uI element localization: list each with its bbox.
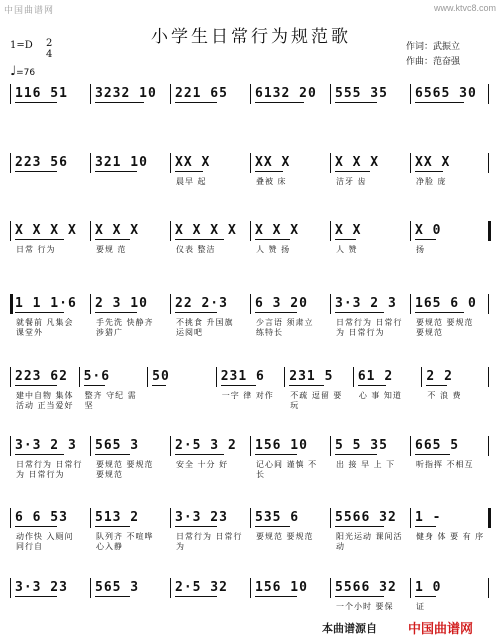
notes-row	[0, 155, 502, 171]
beam-line	[426, 385, 447, 386]
measure: 6565 30	[415, 86, 477, 101]
beam-line	[95, 454, 130, 455]
lyric-cell: 安全 十分 好	[176, 460, 229, 469]
barline	[250, 436, 251, 456]
lyric-cell: 要规范 要规范 要规范	[416, 318, 474, 337]
lyric-cell: 动作快 入厕问 同行自	[16, 532, 74, 551]
notes-row	[0, 369, 502, 385]
barline	[170, 221, 171, 241]
notes-row	[0, 438, 502, 454]
barline	[330, 221, 331, 241]
lyric-cell: 日常行为 日常行为	[176, 532, 243, 551]
beam-line	[415, 312, 464, 313]
lyric-cell: 心 事 知道	[358, 391, 402, 400]
lyric-cell: 不 浪 费	[427, 391, 462, 400]
measure: 5·6	[83, 369, 111, 384]
beam-line	[255, 454, 297, 455]
measure: 3·3 2 3	[335, 296, 397, 311]
measure: 5 5 35	[335, 438, 388, 453]
beam-line	[15, 385, 57, 386]
beam-line	[95, 312, 137, 313]
lyric-cell: 就餐前 凡集会 课堂外	[16, 318, 74, 337]
measure: 116 51	[15, 86, 68, 101]
barline	[284, 367, 285, 387]
barline	[10, 578, 11, 598]
lyric-cell: 建中自物 集体活动 正当爱好	[16, 391, 74, 410]
beam-line	[255, 171, 283, 172]
beam-line	[175, 239, 224, 240]
measure: 165 6 0	[415, 296, 477, 311]
beam-line	[415, 596, 436, 597]
barline	[147, 367, 148, 387]
barline	[410, 578, 411, 598]
beam-line	[335, 454, 377, 455]
lyric-cell: 记心间 谨慎 不长	[256, 460, 318, 479]
measure: 6132 20	[255, 86, 317, 101]
lyric-cell: 要规范 要规范	[256, 532, 314, 541]
lyric-cell: 出 接 早 上 下	[336, 460, 396, 469]
barline	[488, 153, 489, 173]
beam-line	[95, 526, 130, 527]
lyric-cell: 听指挥 不相互	[416, 460, 474, 469]
barline	[330, 436, 331, 456]
measure: XX X	[255, 155, 291, 170]
beam-line	[358, 385, 386, 386]
measure: 2 3 10	[95, 296, 148, 311]
measure: 513 2	[95, 510, 140, 525]
beam-line	[335, 239, 356, 240]
beam-line	[289, 385, 324, 386]
beam-line	[255, 596, 297, 597]
beam-line	[255, 312, 297, 313]
barline	[10, 84, 11, 104]
measure: 223 56	[15, 155, 68, 170]
barline	[10, 153, 11, 173]
measure: 6 3 20	[255, 296, 308, 311]
measure: X X X X	[175, 223, 237, 238]
measure: 156 10	[255, 580, 308, 595]
measure: 22 2·3	[175, 296, 228, 311]
measure: 3·3 23	[15, 580, 68, 595]
credits	[406, 40, 460, 70]
measure: 2 2	[426, 369, 453, 384]
time-numerator: 2	[46, 38, 53, 49]
measure: 6 6 53	[15, 510, 68, 525]
barline	[250, 221, 251, 241]
barline	[410, 153, 411, 173]
barline	[353, 367, 354, 387]
barline	[170, 153, 171, 173]
footer-site: 中国曲谱网	[408, 622, 474, 637]
barline	[250, 153, 251, 173]
beam-line	[255, 526, 290, 527]
barline	[90, 153, 91, 173]
barline	[10, 367, 11, 387]
beam-line	[175, 102, 217, 103]
barline	[330, 294, 331, 314]
measure: 3·3 23	[175, 510, 228, 525]
barline	[250, 294, 251, 314]
barline	[421, 367, 422, 387]
notes-row	[0, 510, 502, 526]
beam-line	[255, 239, 290, 240]
barline	[250, 578, 251, 598]
barline	[170, 578, 171, 598]
beam-line	[95, 171, 137, 172]
barline	[90, 508, 91, 528]
lyric-cell: 晨早 起	[176, 177, 207, 186]
watermark-left: 中国曲谱网	[4, 5, 55, 15]
barline	[410, 436, 411, 456]
barline	[488, 436, 489, 456]
song-title: 小学生日常行为规范歌	[151, 27, 351, 47]
measure: XX X	[415, 155, 451, 170]
lyric-cell: 手先洗 快静齐 涉猎广	[96, 318, 154, 337]
barline	[488, 578, 489, 598]
beam-line	[335, 596, 384, 597]
barline	[170, 84, 171, 104]
beam-line	[15, 526, 57, 527]
beam-line	[335, 312, 384, 313]
beam-line	[175, 312, 217, 313]
barline	[170, 508, 171, 528]
lyric-cell: 要规范 要规范 要规范	[96, 460, 154, 479]
barline	[410, 221, 411, 241]
measure: 231 6	[220, 369, 265, 384]
barline	[410, 84, 411, 104]
lyric-cell: 队列齐 不喧哗 心入静	[96, 532, 154, 551]
barline	[410, 294, 411, 314]
measure: X 0	[415, 223, 442, 238]
beam-line	[175, 596, 217, 597]
measure: 2·5 3 2	[175, 438, 237, 453]
composer: 作曲：范奋强	[406, 57, 461, 67]
beam-line	[255, 102, 304, 103]
lyric-cell: 叠被 床	[256, 177, 287, 186]
watermark-right: www.ktvc8.com	[433, 3, 496, 13]
barline	[488, 367, 489, 387]
measure: X X X	[95, 223, 140, 238]
barline	[90, 84, 91, 104]
measure: X X X	[335, 155, 380, 170]
lyric-cell: 不挑食 升国旗 运阅吧	[176, 318, 234, 337]
measure: 535 6	[255, 510, 300, 525]
measure: 223 62	[15, 369, 68, 384]
barline	[488, 508, 491, 528]
barline	[330, 84, 331, 104]
lyric-cell: 日常 行为	[16, 245, 56, 254]
measure: 665 5	[415, 438, 460, 453]
measure: 565 3	[95, 438, 140, 453]
beam-line	[152, 385, 166, 386]
footer-source: 本曲谱源自	[322, 622, 377, 635]
beam-line	[15, 171, 57, 172]
measure: 1 1 1·6	[15, 296, 77, 311]
measure: 321 10	[95, 155, 148, 170]
barline	[10, 436, 11, 456]
measure: 50	[152, 369, 170, 384]
measure: X X X	[255, 223, 300, 238]
beam-line	[221, 385, 256, 386]
beam-line	[175, 454, 224, 455]
notes-row	[0, 223, 502, 239]
beam-line	[84, 385, 105, 386]
lyric-cell: 人 赞	[336, 245, 358, 254]
barline	[488, 294, 489, 314]
measure: 565 3	[95, 580, 140, 595]
barline	[250, 84, 251, 104]
time-denominator: 4	[46, 49, 53, 60]
barline	[10, 221, 11, 241]
beam-line	[415, 171, 443, 172]
measure: X X X X	[15, 223, 77, 238]
lyric-cell: 日常行为 日常行为 日常行为	[16, 460, 83, 479]
lyric-cell: 扬	[416, 245, 425, 254]
measure: 1 -	[415, 510, 442, 525]
tempo-value: =76	[16, 68, 36, 78]
measure: 3232 10	[95, 86, 157, 101]
measure: X X	[335, 223, 362, 238]
beam-line	[415, 239, 436, 240]
barline	[488, 221, 491, 241]
lyric-cell: 仪表 整洁	[176, 245, 216, 254]
notes-row	[0, 86, 502, 102]
lyric-cell: 日常行为 日常行为 日常行为	[336, 318, 403, 337]
barline	[330, 578, 331, 598]
beam-line	[335, 171, 370, 172]
lyric-cell: 洁牙 齿	[336, 177, 367, 186]
barline	[410, 508, 411, 528]
beam-line	[15, 102, 57, 103]
lyric-cell: 整齐 守纪 需坚	[84, 391, 137, 410]
beam-line	[15, 312, 64, 313]
beam-line	[175, 526, 217, 527]
measure: 555 35	[335, 86, 388, 101]
key-text: 1=D	[10, 40, 33, 51]
beam-line	[415, 454, 450, 455]
measure: 61 2	[357, 369, 394, 384]
barline	[90, 436, 91, 456]
barline	[90, 221, 91, 241]
lyric-cell: 一字 律 对作	[221, 391, 274, 400]
barline	[170, 294, 171, 314]
beam-line	[175, 171, 203, 172]
barline	[90, 294, 91, 314]
lyric-cell: 不疏 逗留 要玩	[290, 391, 343, 410]
time-signature	[46, 38, 52, 60]
measure: 5566 32	[335, 510, 397, 525]
measure: 2·5 32	[175, 580, 228, 595]
measure: 5566 32	[335, 580, 397, 595]
lyricist: 作词：武振立	[406, 42, 461, 52]
beam-line	[415, 102, 464, 103]
measure: XX X	[175, 155, 211, 170]
beam-line	[15, 454, 64, 455]
barline	[90, 578, 91, 598]
barline	[79, 367, 80, 387]
key-signature	[10, 38, 53, 60]
quarter-note-icon: ♩	[10, 64, 17, 79]
beam-line	[15, 239, 64, 240]
measure: 156 10	[255, 438, 308, 453]
barline	[170, 436, 171, 456]
measure: 3·3 2 3	[15, 438, 77, 453]
barline	[250, 508, 251, 528]
tempo-mark	[10, 64, 35, 79]
lyric-cell: 健身 体 要 有 序	[416, 532, 485, 541]
notes-row	[0, 296, 502, 312]
lyric-cell: 净脸 庞	[416, 177, 447, 186]
beam-line	[95, 102, 144, 103]
beam-line	[415, 526, 436, 527]
lyric-cell: 证	[416, 602, 425, 611]
beam-line	[335, 102, 377, 103]
notes-row	[0, 580, 502, 596]
measure: 1 0	[415, 580, 442, 595]
lyric-cell: 阳光运动 课间活动	[336, 532, 403, 551]
beam-line	[95, 239, 130, 240]
lyric-cell: 一个小时 要保	[336, 602, 394, 611]
barline	[10, 294, 13, 314]
beam-line	[335, 526, 384, 527]
lyric-cell: 人 赞 扬	[256, 245, 291, 254]
barline	[216, 367, 217, 387]
measure: 221 65	[175, 86, 228, 101]
lyric-cell: 少言语 须肃立 练特长	[256, 318, 314, 337]
measure: 231 5	[289, 369, 334, 384]
beam-line	[15, 596, 57, 597]
barline	[330, 508, 331, 528]
barline	[330, 153, 331, 173]
barline	[488, 84, 489, 104]
lyric-cell: 要规 范	[96, 245, 127, 254]
beam-line	[95, 596, 130, 597]
barline	[10, 508, 11, 528]
